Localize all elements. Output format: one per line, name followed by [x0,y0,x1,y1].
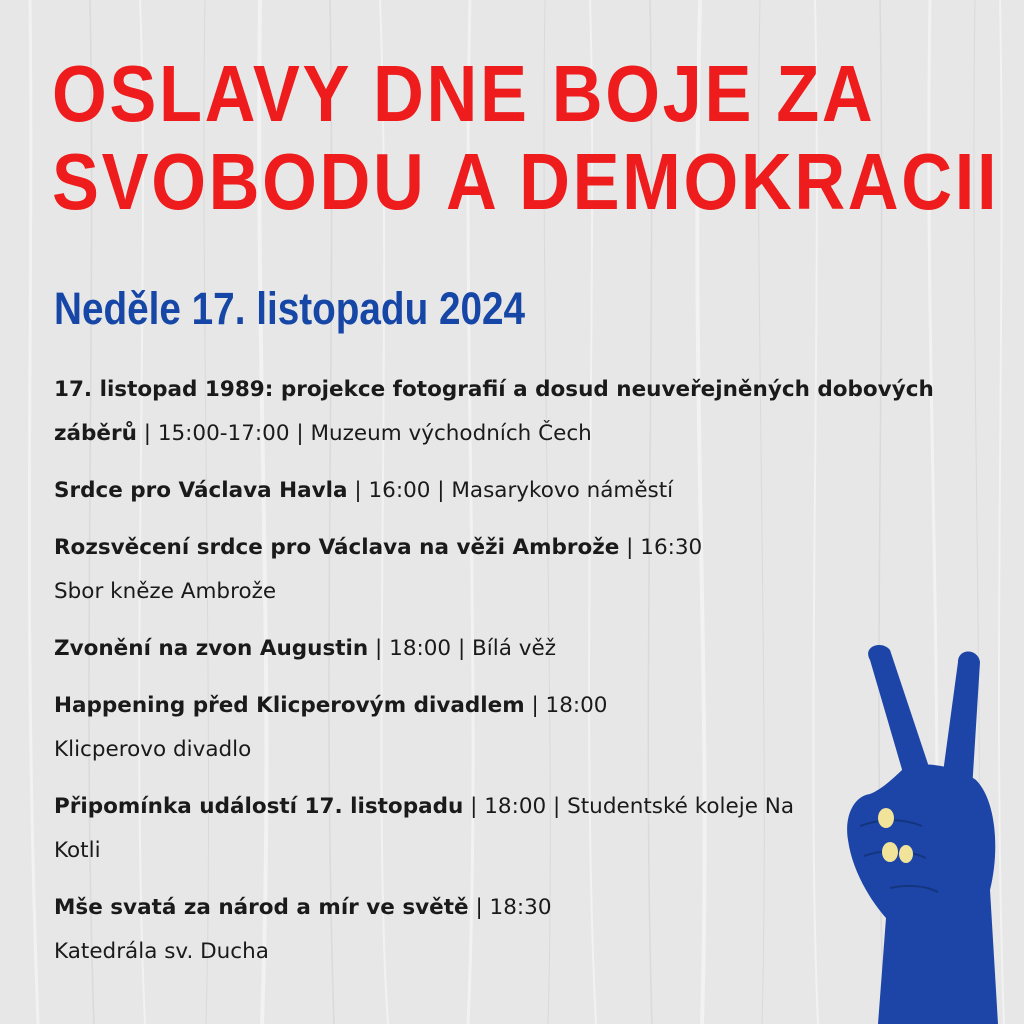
event-time: 16:30 [640,535,703,560]
event-time: 15:00-17:00 [157,421,290,446]
separator: | [546,794,568,819]
event-time: 18:00 [389,636,452,661]
event-place: Masarykovo náměstí [451,478,674,503]
event-item [54,627,934,671]
event-time: 16:00 [368,478,431,503]
event-item [54,886,934,974]
separator: | [451,636,473,661]
separator: | [524,693,546,718]
event-date: Neděle 17. listopadu 2024 [54,283,526,334]
headline-line-1: OSLAVY DNE BOJE ZA [52,49,876,138]
event-item [54,785,814,873]
separator: | [468,895,490,920]
event-name: Happening před Klicperovým divadlem [54,693,525,718]
separator: | [368,636,390,661]
event-item [54,368,934,456]
event-name: Srdce pro Václava Havla [54,478,348,503]
separator: | [289,421,311,446]
event-item [54,684,934,772]
peace-sign-hand-icon [830,640,1024,1024]
event-name: Rozsvěcení srdce pro Václava na věži Ambrože [54,535,620,560]
event-place: Muzeum východních Čech [310,421,592,446]
event-place: Sbor kněze Ambrože [54,579,277,604]
separator: | [463,794,485,819]
event-name: 17. listopad 1989: projekce fotografií a dosud neuveřejněných dobových záběrů [54,377,934,446]
event-item [54,469,934,513]
separator: | [136,421,158,446]
event-place: Katedrála sv. Ducha [54,939,269,964]
event-name: Zvonění na zvon Augustin [54,636,369,661]
event-time: 18:00 [484,794,547,819]
event-name: Připomínka událostí 17. listopadu [54,794,464,819]
event-list [54,368,934,987]
separator: | [347,478,369,503]
event-name: Mše svatá za národ a mír ve světě [54,895,469,920]
event-time: 18:00 [545,693,608,718]
headline-line-2: SVOBODU A DEMOKRACII [52,137,1000,226]
headline [52,50,999,226]
event-place: Klicperovo divadlo [54,737,252,762]
separator: | [430,478,452,503]
separator: | [619,535,641,560]
event-place: Bílá věž [472,636,556,661]
event-item [54,526,934,614]
event-time: 18:30 [489,895,552,920]
event-place: Studentské koleje Na Kotli [54,794,795,863]
